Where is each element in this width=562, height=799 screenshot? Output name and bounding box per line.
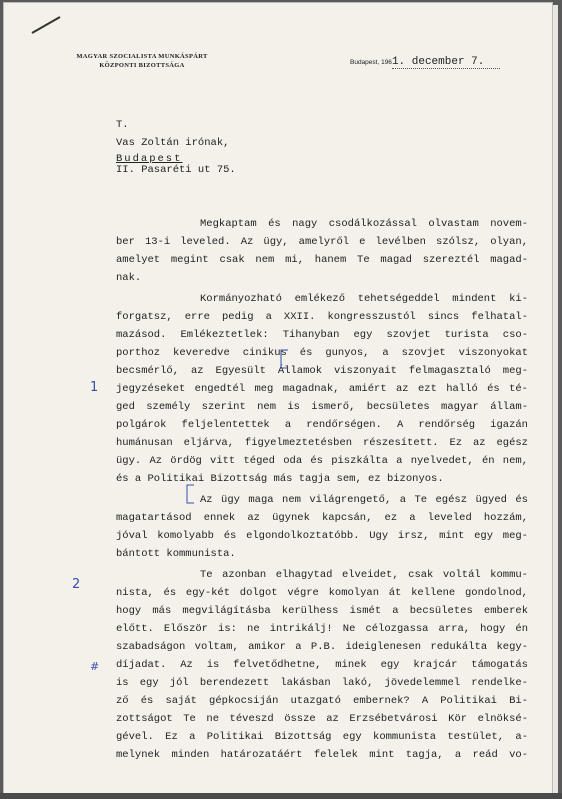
letterhead <box>42 52 242 70</box>
margin-note-3: # <box>90 660 100 673</box>
body-line: díjadat. Az is felvetődhetne, minek egy krajcár támogatás <box>116 659 528 671</box>
date-typed: 1. december 7. <box>392 56 500 69</box>
body-line: forgatsz, erre pedig a XXII. kongresszustól sincs felhatal- <box>116 311 528 323</box>
recipient-street: II. Pasaréti ut 75. <box>116 164 236 176</box>
body-line: nak. <box>116 272 142 284</box>
letterhead-committee: KÖZPONTI BIZOTTSÁGA <box>99 62 185 69</box>
body-line: becsmérlő, az Egyesült Államok viszonyait felmagasztaló meg- <box>116 365 528 377</box>
recipient-name: Vas Zoltán irónak, <box>116 137 230 149</box>
letter-page <box>4 3 552 793</box>
letterhead-party: MAGYAR SZOCIALISTA MUNKÁSPÁRT <box>76 53 208 60</box>
body-line: is egy jól berendezett lakásban lakó, jövedelemmel rendelke- <box>116 677 528 689</box>
date-line <box>350 56 500 68</box>
body-line: zottságot Te ne téveszd össze az Erzsébetvárosi Kör elnöksé- <box>116 713 528 725</box>
body-line: amelyet megint csak nem mi, hanem Te magad szereztél magad- <box>116 254 528 266</box>
date-printed: Budapest, 196 <box>350 59 392 66</box>
salutation: T. <box>116 119 129 131</box>
body-line: nista, és egy-két dolgot végre komolyan át kellene gondolnod, <box>116 587 528 599</box>
body-line: bántott kommunista. <box>116 548 236 560</box>
body-line: Te azonban elhagytad elveidet, csak voltál kommu- <box>200 569 528 581</box>
body-line: ző és saját gépkocsiján utazgató embernek? A Politikai Bi- <box>116 695 528 707</box>
body-line: és a Politikai Bizottság más tagja sem, ez bizonyos. <box>116 473 444 485</box>
margin-note-2: 2 <box>72 577 81 592</box>
body-line: jóval komolyabb és elgondolkoztatóbb. Ugy irsz, mint egy meg- <box>116 530 528 542</box>
margin-note-1: 1 <box>90 380 99 395</box>
corner-pen-stroke <box>30 13 64 37</box>
recipient-city: Budapest <box>116 153 183 165</box>
body-line: humánusan eljárva, figyelmeztetésben részesített. Ez az egész <box>116 437 528 449</box>
body-line: melynek minden határozatáért felelek mint tagja, a reád vo- <box>116 749 528 761</box>
pencil-bracket-1 <box>278 348 290 370</box>
body-line: gével. Ez a Politikai Bizottság egy kommunista testület, a- <box>116 731 528 743</box>
body-line: szabadságon voltam, amikor a P.B. ideiglenesen redukálta kegy- <box>116 641 528 653</box>
body-line: mazásod. Emlékeztetlek: Tihanyban egy szovjet turista cso- <box>116 329 528 341</box>
body-line: Kormányozható emlékező tehetségeddel mindent ki- <box>200 293 528 305</box>
body-line: polgárok feljelentettek a rendőrségen. A rendőrség igazán <box>116 419 528 431</box>
body-line: ber 13-i leveled. Az ügy, amelyről e levélben szólsz, olyan, <box>116 236 528 248</box>
body-line: ged személy szerint nem is ismerő, becsületes magyar állam- <box>116 401 528 413</box>
body-line: előtt. Először is: ne intrikálj! Ne célozgassa arra, hogy én <box>116 623 528 635</box>
body-line: Megkaptam és nagy csodálkozással olvastam novem- <box>200 218 528 230</box>
body-line: hogy más megvilágításba kerülhess ismét a becsületes emberek <box>116 605 528 617</box>
body-line: jegyzéseket engedtél meg magadnak, amiért az ezt halló és té- <box>116 383 528 395</box>
body-line: ügy. Az ördög vitt téged oda és piszkálta a nyelvedet, én nem, <box>116 455 528 467</box>
page-bottom-edge <box>0 793 562 799</box>
pencil-bracket-2 <box>184 483 196 505</box>
body-line: Az ügy maga nem világrengető, a Te egész ügyed és <box>200 494 528 506</box>
body-line: porthoz keveredve cinikus és gunyos, a szovjet viszonyokat <box>116 347 528 359</box>
body-line: magatartásod ennek az ügynek kapcsán, ez a leveled hozzám, <box>116 512 528 524</box>
